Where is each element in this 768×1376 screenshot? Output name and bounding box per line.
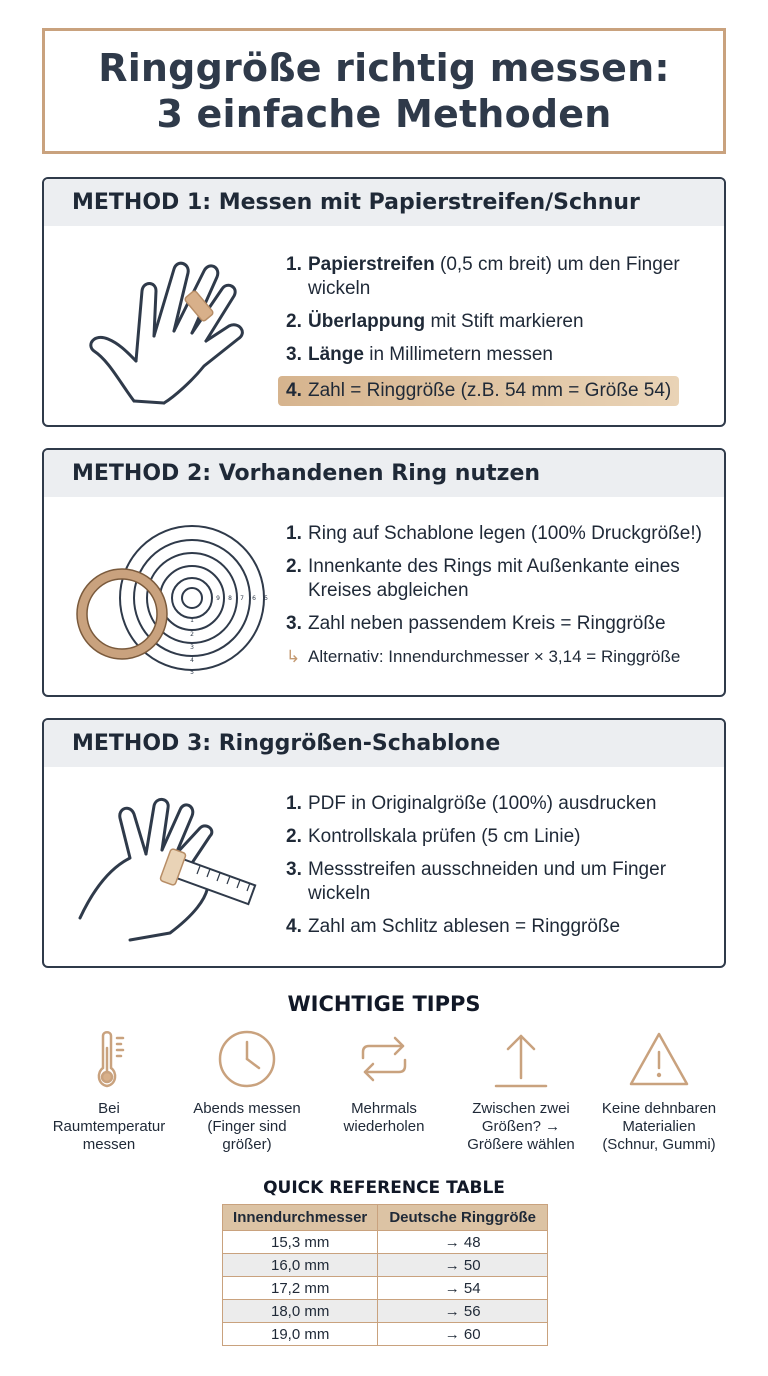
tip-label: Abends messen (Finger sind größer)	[193, 1100, 301, 1153]
repeat-icon	[353, 1028, 415, 1090]
reference-table	[222, 1204, 548, 1346]
method-1-step-2: 2. Überlappung mit Stift markieren	[286, 311, 584, 332]
table-cell: → 60	[378, 1323, 548, 1346]
tip-label: Mehrmals wiederholen	[343, 1100, 425, 1135]
table-cell: → 48	[378, 1231, 548, 1254]
method-1-heading: METHOD 1: Messen mit Papierstreifen/Schnur	[44, 179, 724, 226]
thermometer-icon	[79, 1028, 139, 1090]
method-3-step-4: 4. Zahl am Schlitz ablesen = Ringgröße	[286, 916, 621, 937]
tip-room-temperature	[44, 1028, 174, 1154]
arrow-up-icon	[490, 1028, 552, 1090]
clock-icon	[216, 1028, 278, 1090]
method-3-card	[42, 718, 726, 968]
ring-template-icon	[72, 518, 272, 683]
table-cell: → 50	[378, 1254, 548, 1277]
template-number: 6	[252, 595, 256, 602]
column-header: Innendurchmesser	[223, 1205, 378, 1231]
method-3-step-3: 3. Messstreifen ausschneiden und um Finger wickeln	[286, 859, 667, 904]
hand-with-measuring-strip-icon	[70, 788, 260, 953]
warning-icon	[627, 1028, 691, 1090]
hand-with-paper-strip-icon	[64, 241, 264, 416]
tip-no-stretchy-material	[594, 1028, 724, 1154]
template-number: 7	[240, 595, 244, 602]
table-row	[223, 1300, 548, 1323]
table-header-row	[223, 1205, 548, 1231]
method-1-step-1: 1. Papierstreifen (0,5 cm breit) um den Finger wickeln	[286, 254, 680, 299]
tip-label: Bei Raumtemperatur messen	[52, 1100, 166, 1153]
table-cell: 18,0 mm	[223, 1300, 378, 1323]
page-title-line-1: Ringgröße richtig messen:	[98, 46, 670, 90]
method-1-step-3: 3. Länge in Millimetern messen	[286, 344, 553, 365]
template-number: 3	[190, 644, 194, 651]
table-row	[223, 1231, 548, 1254]
method-1-steps	[286, 253, 710, 415]
template-number: 5	[264, 595, 268, 602]
tip-repeat	[319, 1028, 449, 1136]
method-2-step-1: 1. Ring auf Schablone legen (100% Druckgröße!)	[286, 523, 702, 544]
method-2-steps	[286, 522, 710, 678]
column-header: Deutsche Ringgröße	[378, 1205, 548, 1231]
curved-arrow-icon: ↳	[286, 647, 301, 666]
table-cell: 17,2 mm	[223, 1277, 378, 1300]
table-row	[223, 1323, 548, 1346]
method-1-card	[42, 177, 726, 427]
tip-label: Keine dehnbaren Materialien (Schnur, Gummi)	[601, 1100, 717, 1153]
tip-between-sizes	[456, 1028, 586, 1154]
method-3-heading: METHOD 3: Ringgrößen-Schablone	[44, 720, 724, 767]
method-3-step-1: 1. PDF in Originalgröße (100%) ausdrucken	[286, 793, 657, 814]
table-row	[223, 1277, 548, 1300]
template-number: 5	[190, 669, 194, 676]
tips-heading: WICHTIGE TIPPS	[287, 992, 481, 1016]
title-box	[42, 28, 726, 154]
method-2-step-2: 2. Innenkante des Rings mit Außenkante eines Kreises abgleichen	[286, 556, 680, 601]
template-number: 1	[190, 617, 194, 624]
template-number: 9	[216, 595, 220, 602]
template-number: 4	[190, 657, 194, 664]
page-title-line-2: 3 einfache Methoden	[156, 92, 612, 136]
method-3-steps	[286, 792, 710, 948]
table-cell: 19,0 mm	[223, 1323, 378, 1346]
method-2-card	[42, 448, 726, 697]
method-2-alternative: ↳ Alternativ: Innendurchmesser × 3,14 = Ringgröße	[286, 645, 710, 669]
reference-table-heading: QUICK REFERENCE TABLE	[263, 1178, 505, 1198]
table-cell: 16,0 mm	[223, 1254, 378, 1277]
template-number: 2	[190, 631, 194, 638]
tip-evening	[182, 1028, 312, 1154]
method-1-step-4-highlight: 4. Zahl = Ringgröße (z.B. 54 mm = Größe 54)	[278, 376, 679, 406]
table-cell: → 56	[378, 1300, 548, 1323]
table-row	[223, 1254, 548, 1277]
table-cell: 15,3 mm	[223, 1231, 378, 1254]
table-cell: → 54	[378, 1277, 548, 1300]
method-3-step-2: 2. Kontrollskala prüfen (5 cm Linie)	[286, 826, 581, 847]
tip-label: Zwischen zwei Größen? → Größere wählen	[467, 1100, 575, 1153]
template-number: 8	[228, 595, 232, 602]
method-2-heading: METHOD 2: Vorhandenen Ring nutzen	[44, 450, 724, 497]
method-2-step-3: 3. Zahl neben passendem Kreis = Ringgröße	[286, 613, 666, 634]
